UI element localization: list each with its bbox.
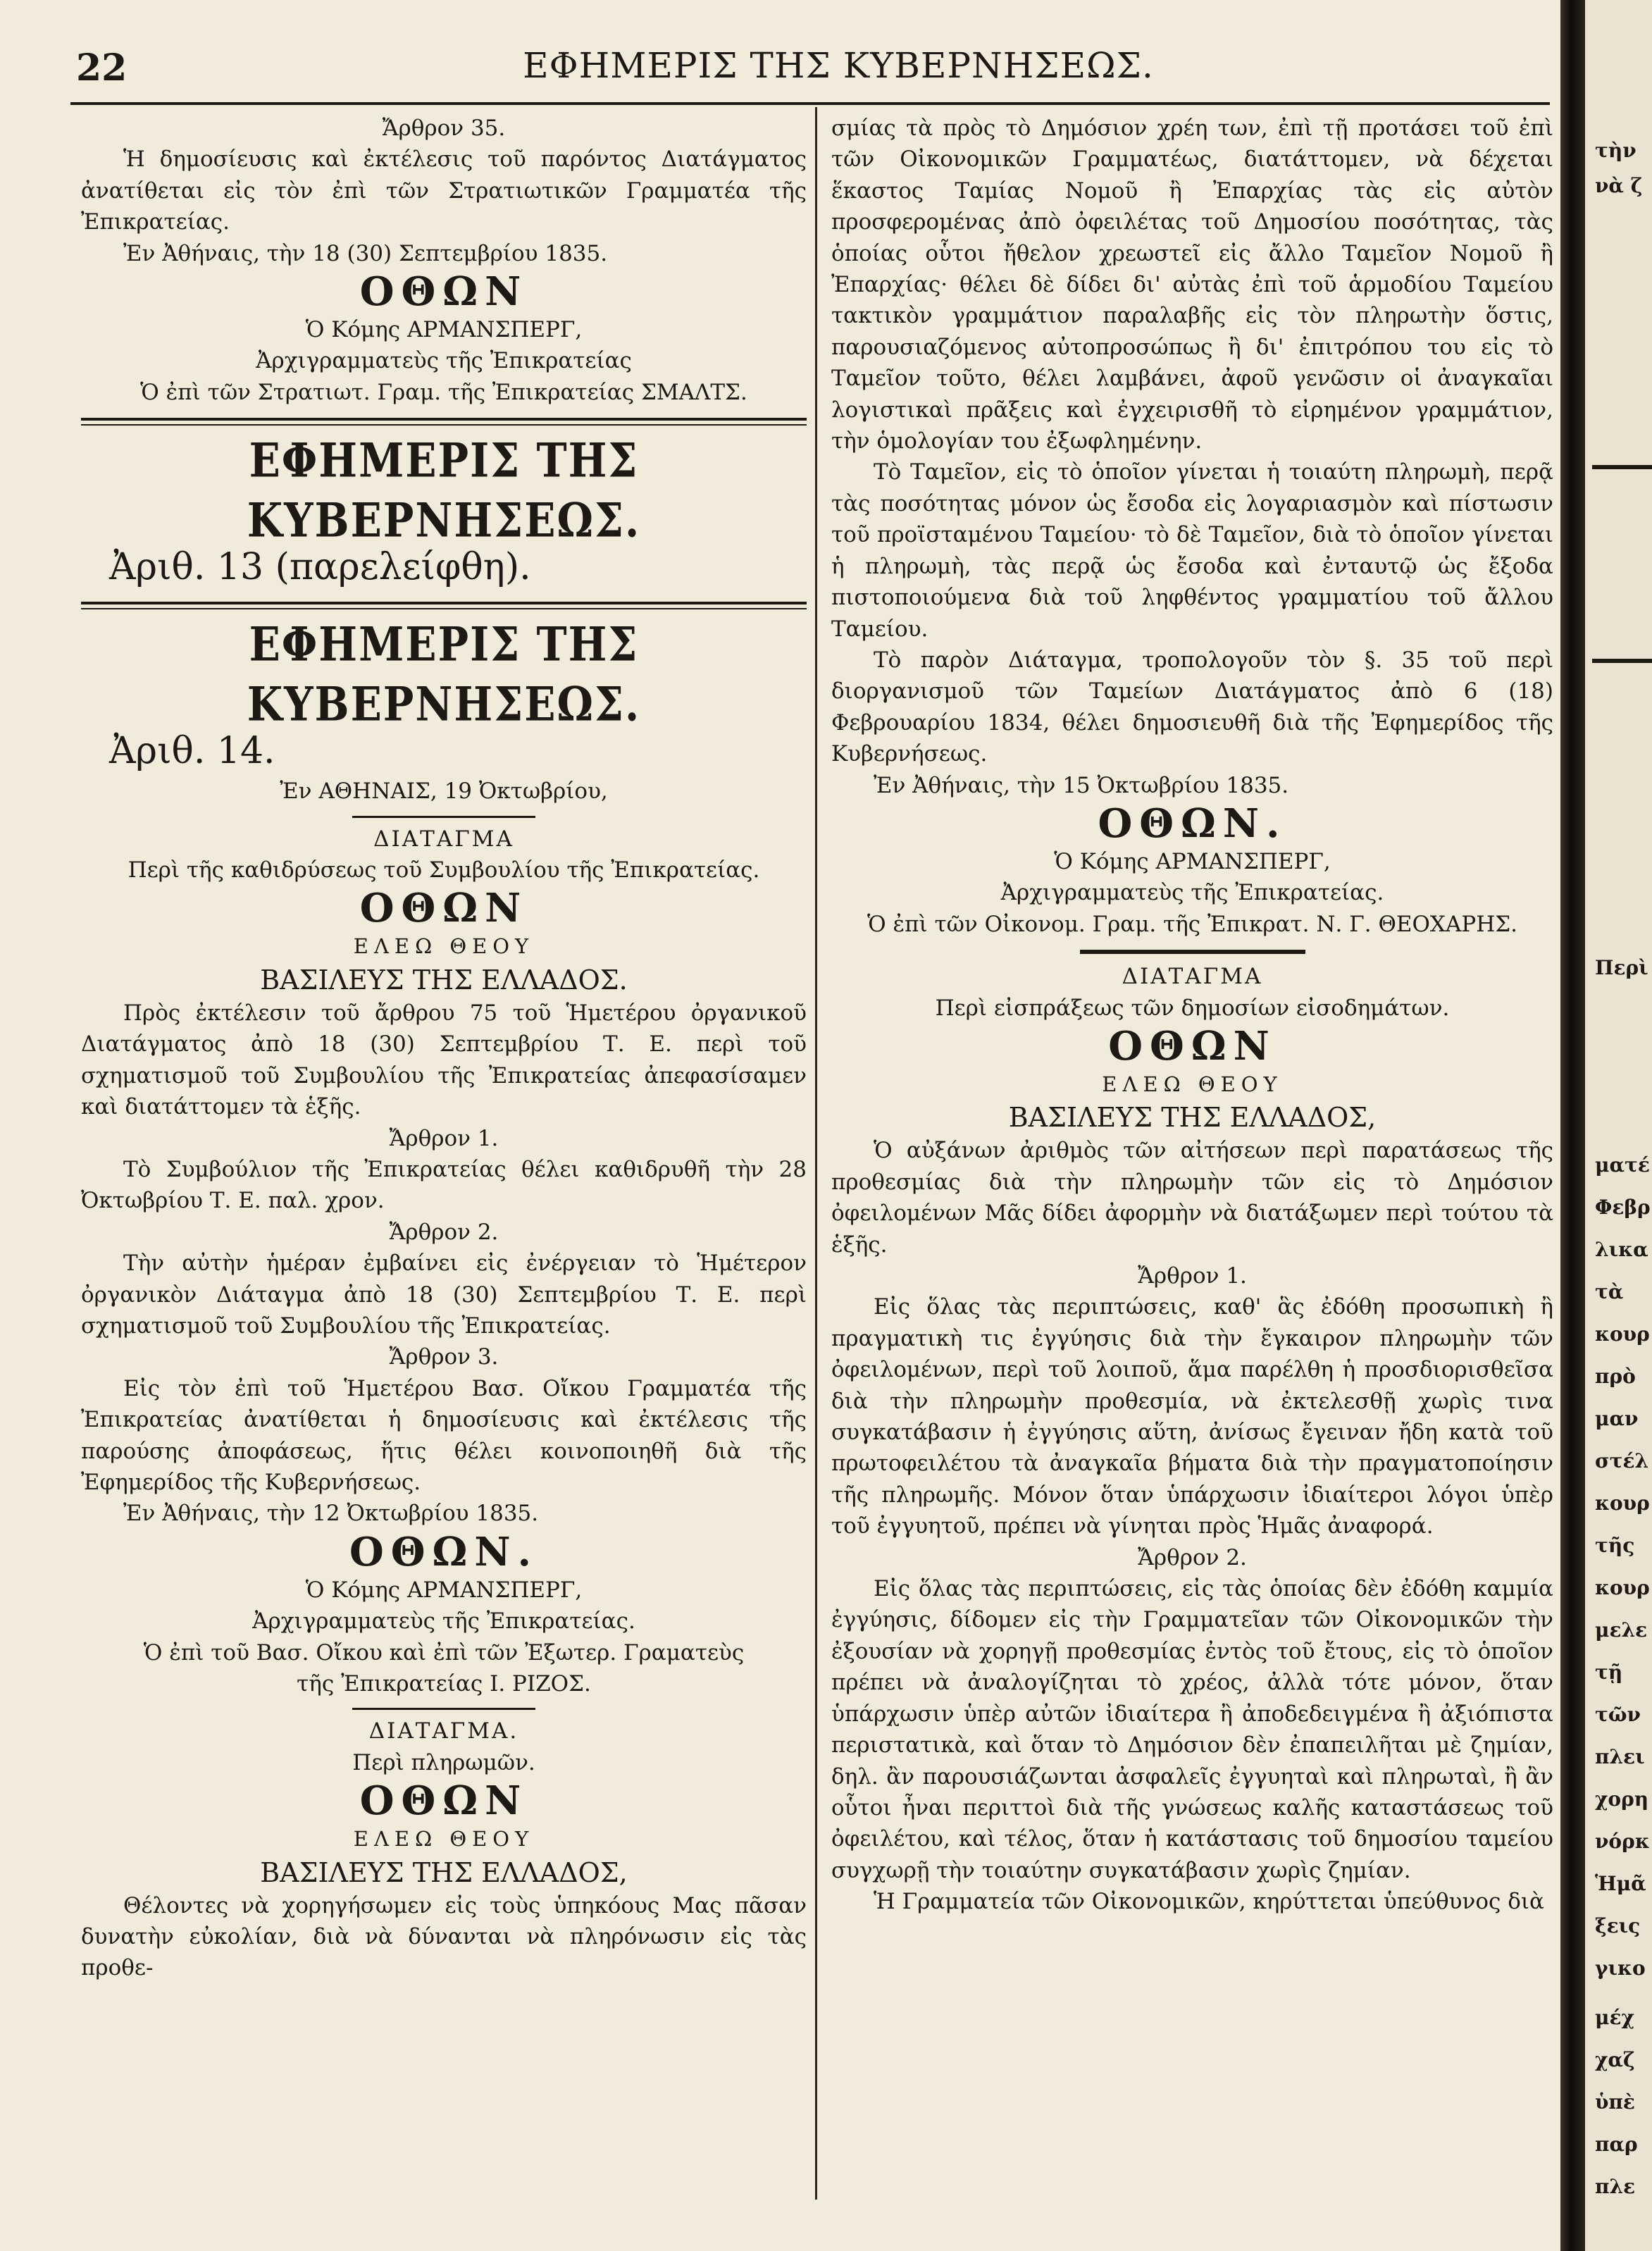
- decree-preamble: Ὁ αὐξάνων ἀριθμὸς τῶν αἰτήσεων περὶ παρατάσεως τῆς προθεσμίας διὰ τὴν πληρωμὴν τῶν εἰς τὸ Δημόσιον ὀφειλομένων Μᾶς δίδει ἀφορμὴν νὰ διατάξωμεν περὶ τούτου τὰ ἑξῆς.: [831, 1138, 1553, 1258]
- count-title: Ἀρχιγραμματεὺς τῆς Ἐπικρατείας: [256, 348, 632, 374]
- article-1-title: Ἄρθρον 1.: [389, 1125, 499, 1151]
- column-divider: [815, 107, 817, 2200]
- facing-page-fragment: τῆς: [1595, 1534, 1635, 1557]
- header-rule: [70, 102, 1550, 105]
- facing-page-fragment: τὴν: [1595, 139, 1637, 162]
- decree-subject: Περὶ τῆς καθιδρύσεως τοῦ Συμβουλίου τῆς Ἐπικρατείας.: [128, 857, 760, 883]
- facing-page-fragment: νόρκ: [1595, 1830, 1650, 1853]
- article-35-title: Ἄρθρον 35.: [382, 116, 506, 141]
- left-column: [81, 113, 807, 1984]
- issue-13-number: Ἀριθ. 13 (παρελείφθη).: [109, 546, 531, 589]
- decree-heading: ΔΙΑΤΑΓΜΑ.: [368, 1718, 519, 1744]
- grace-of-god: ΕΛΕΩ ΘΕΟΥ: [1102, 1072, 1283, 1096]
- king-title: ΒΑΣΙΛΕΥΣ ΤΗΣ ΕΛΛΑΔΟΣ,: [260, 1856, 628, 1888]
- article-1-text: Τὸ Συμβούλιον τῆς Ἐπικρατείας θέλει καθιδρυθῆ τὴν 28 Ὀκτωβρίου Τ. Ε. παλ. χρον.: [81, 1156, 807, 1214]
- king-name: ΟΘΩΝ: [359, 885, 528, 932]
- masthead-issue-14: ΕΦΗΜΕΡΙΣ ΤΗΣ ΚΥΒΕΡΝΗΣΕΩΣ.: [247, 616, 641, 732]
- article-2-title: Ἄρθρον 2.: [389, 1219, 499, 1245]
- divider: [1080, 950, 1305, 954]
- decree-text: Θέλοντες νὰ χορηγήσωμεν εἰς τοὺς ὑπηκόους Μας πᾶσαν δυνατὴν εὐκολίαν, διὰ νὰ δύνανται νὰ πληρόνωσιν εἰς τὰς προθε-: [81, 1892, 807, 1981]
- decree-subject: Περὶ πληρωμῶν.: [352, 1749, 535, 1775]
- issue-14-number: Ἀριθ. 14.: [109, 730, 275, 773]
- facing-page-fragment: τῶν: [1595, 1703, 1641, 1726]
- continued-text: σμίας τὰ πρὸς τὸ Δημόσιον χρέη των, ἐπὶ τῇ προτάσει τοῦ ἐπὶ τῶν Οἰκονομικῶν Γραμματέως, διατάττομεν, νὰ δέχεται ἕκαστος Ταμίας Νομοῦ ἢ Ἐπαρχίας τὰς εἰς αὐτὸν προσφερομένας ἀπὸ ὀφειλέτας τοῦ Δημοσίου ποσότητας, τὰς ὁποίας οὗτοι ἤθελον χρεωστεῖ εἰς ἄλλο Ταμεῖον Νομοῦ ἢ Ἐπαρχίας· θέλει δὲ δίδει δι' αὐτὰς ἐπὶ τοῦ ἁρμοδίου Ταμείου τακτικὸν γραμμάτιον παραλαβῆς εἰς τὸν πληρωτὴν ὅστις, παρουσιαζόμενος αὐτοπροσώπως ἢ δι' ἐπιτρόπου του εἰς τὸ Ταμεῖον τοῦτο, θέλει λαμβάνει, ἀφοῦ γενῶσιν οἱ ἀναγκαῖαι λογιστικαὶ πρᾶξεις καὶ ἐγχειρισθῆ τὸ εἰρημένον γραμμάτιον, τὴν ὁμολογίαν του ἐξωφλημένην.: [831, 116, 1553, 454]
- facing-page-fragment: χορη: [1595, 1787, 1649, 1811]
- article-2-text: Τὴν αὐτὴν ἡμέραν ἐμβαίνει εἰς ἐνέργειαν τὸ Ἡμέτερον ὀργανικὸν Διάταγμα ἀπὸ 18 (30) Σεπτεμβρίου Τ. Ε. περὶ σχηματισμοῦ τοῦ Συμβουλίου τῆς Ἐπικρατείας.: [81, 1251, 807, 1339]
- book-gutter: [1560, 0, 1585, 2251]
- facing-page-fragment: λικα: [1595, 1238, 1648, 1261]
- article-2-title: Ἄρθρον 2.: [1138, 1544, 1247, 1570]
- count-signature: Ὁ Κόμης ΑΡΜΑΝΣΠΕΡΓ,: [1054, 848, 1331, 874]
- facing-page-fragment: νὰ ζ: [1595, 174, 1643, 197]
- divider: [352, 1708, 535, 1710]
- king-title: ΒΑΣΙΛΕΥΣ ΤΗΣ ΕΛΛΑΔΟΣ,: [1008, 1102, 1377, 1134]
- facing-page-fragment: Περὶ: [1595, 956, 1648, 979]
- king-name: ΟΘΩΝ: [359, 1778, 528, 1825]
- minister-signature: Ὁ ἐπὶ τῶν Οἰκονομ. Γραμ. τῆς Ἐπικρατ. Ν. Γ. ΘΕΟΧΑΡΗΣ.: [867, 911, 1518, 937]
- article-35-text: Ἡ δημοσίευσις καὶ ἐκτέλεσις τοῦ παρόντος Διατάγματος ἀνατίθεται εἰς τὸν ἐπὶ τῶν Στρατιωτικῶν Γραμματέα τῆς Ἐπικρατείας.: [81, 147, 807, 235]
- article-35-date: Ἐν Ἀθήναις, τὴν 18 (30) Σεπτεμβρίου 1835.: [123, 240, 608, 266]
- minister-signature: Ὁ ἐπὶ τοῦ Βασ. Οἴκου καὶ ἐπὶ τῶν Ἐξωτερ. Γραματεὺς: [143, 1639, 745, 1666]
- facing-page-rule: [1592, 465, 1652, 469]
- facing-page-fragment: χαζ: [1595, 2048, 1635, 2071]
- facing-page-fragment: πρὸ: [1595, 1365, 1636, 1388]
- decree-heading: ΔΙΑΤΑΓΜΑ: [373, 826, 514, 852]
- decree-date: Ἐν Ἀθήναις, τὴν 12 Ὀκτωβρίου 1835.: [123, 1501, 539, 1527]
- masthead-issue-13: ΕΦΗΜΕΡΙΣ ΤΗΣ ΚΥΒΕΡΝΗΣΕΩΣ.: [247, 433, 641, 548]
- article-3-title: Ἄρθρον 3.: [389, 1344, 499, 1370]
- decree-subject: Περὶ εἰσπράξεως τῶν δημοσίων εἰσοδημάτων.: [935, 995, 1450, 1021]
- facing-page-fragment: πλε: [1595, 2175, 1636, 2198]
- article-1-text: Εἰς ὅλας τὰς περιπτώσεις, καθ' ἃς ἐδόθη προσωπικὴ ἢ πραγματικὴ τις ἐγγύησις διὰ τὴν ἔγκαιρον πληρωμὴν τῶν ὀφειλομένων, περὶ τοῦ λοιποῦ, ἅμα παρέλθη ἡ προσδιορισθεῖσα διὰ τὴν πληρωμὴν προθεσμία, νὰ ἐκτελεσθῇ χωρὶς τινα συγκατάβασιν ἡ ἐγγύησις αὕτη, ἀνίσως ἔγειναν ἤδη κατὰ τοῦ πρωτοφειλέτου τὰ ἀναγκαῖα βήματα διὰ τὴν πραγματοποίησιν τῆς πληρωμῆς. Μόνον ὅταν ὑπάρχωσιν ἰδιαίτεροι λόγοι ὑπὲρ τοῦ ἐγγυητοῦ, πρέπει νὰ γίνηται πρὸς Ἡμᾶς ἀναφορά.: [831, 1294, 1553, 1539]
- decree-heading: ΔΙΑΤΑΓΜΑ: [1122, 964, 1263, 990]
- king-name: ΟΘΩΝ: [1108, 1022, 1277, 1069]
- facing-page-fragment: μαν: [1595, 1407, 1639, 1430]
- facing-page-fragment: κουρ: [1595, 1576, 1650, 1599]
- count-title: Ἀρχιγραμματεὺς τῆς Ἐπικρατείας.: [1000, 880, 1384, 906]
- closing-text: Ἡ Γραμματεία τῶν Οἰκονομικῶν, κηρύττεται ὑπεύθυνος διὰ: [874, 1889, 1544, 1915]
- issue-14-dateline: Ἐν ΑΘΗΝΑΙΣ, 19 Ὀκτωβρίου,: [280, 779, 608, 805]
- facing-page-fragment: μελε: [1595, 1618, 1648, 1642]
- facing-page-fragment: παρ: [1595, 2133, 1638, 2156]
- facing-page-rule: [1592, 659, 1652, 663]
- count-signature: Ὁ Κόμης ΑΡΜΑΝΣΠΕΡΓ,: [305, 1577, 583, 1603]
- facing-page-fragment: ματέ: [1595, 1153, 1650, 1177]
- facing-page-fragment: Ἡμᾶ: [1595, 1872, 1646, 1895]
- facing-page-fragment: μέχ: [1595, 2006, 1634, 2029]
- facing-page-fragment: τῇ: [1595, 1661, 1623, 1684]
- king-signature: ΟΘΩΝ: [359, 268, 528, 316]
- section-rule: [81, 418, 807, 426]
- facing-page-edge: [1585, 0, 1652, 2251]
- grace-of-god: ΕΛΕΩ ΘΕΟΥ: [353, 934, 535, 959]
- paragraph: Τὸ παρὸν Διάταγμα, τροπολογοῦν τὸν §. 35 τοῦ περὶ διοργανισμοῦ τῶν Ταμείων Διατάγματος ἀπὸ 6 (18) Φεβρουαρίου 1834, θέλει δημοσιευθῆ διὰ τῆς Ἐφημερίδος τῆς Κυβερνήσεως.: [831, 647, 1553, 767]
- facing-page-fragment: Φεβρ: [1595, 1196, 1651, 1219]
- king-title: ΒΑΣΙΛΕΥΣ ΤΗΣ ΕΛΛΑΔΟΣ.: [260, 964, 628, 996]
- facing-page-fragment: πλει: [1595, 1745, 1645, 1768]
- facing-page-fragment: γικο: [1595, 1957, 1646, 1980]
- divider: [352, 816, 535, 818]
- right-column: [831, 113, 1553, 1918]
- facing-page-fragment: στέλ: [1595, 1449, 1649, 1472]
- grace-of-god: ΕΛΕΩ ΘΕΟΥ: [353, 1827, 535, 1852]
- article-2-text: Εἰς ὅλας τὰς περιπτώσεις, εἰς τὰς ὁποίας δὲν ἐδόθη καμμία ἐγγύησις, δίδομεν εἰς τὴν Γραμματεῖαν τῶν Οἰκονομικῶν τὴν ἐξουσίαν νὰ χορηγῇ προθεσμίας ἐντὸς τοῦ ἔτους, εἰς τὸ ὁποῖον πρέπει νὰ ἀναλογίζηται τὸ χρέος, ἀλλὰ τότε μόνον, ὅταν ὑπάρχωσιν ὑπὲρ αὐτῶν ἰδιαίτερα ἢ ἀποδεδειγμένα ἢ ἀξιόπιστα περιστατικὰ, καὶ ὅταν τὸ Δημόσιον δὲν ἐπαπειλῆται μὲ ζημίαν, δηλ. ἂν παρουσιάζωνται ἀσφαλεῖς ἐγγυηταὶ καὶ πληρωταὶ, ἢ ἂν οὗτοι ἦναι περιττοὶ διὰ τῆς γνώσεως καλῆς καταστάσεως τοῦ ὀφειλέτου, καὶ τέλος, ὅταν ἡ κατάστασις τοῦ δημοσίου ταμείου συγχωρῇ τὴν τοιαύτην συγκατάβασιν χωρὶς ζημίαν.: [831, 1576, 1553, 1883]
- article-1-title: Ἄρθρον 1.: [1138, 1263, 1247, 1289]
- facing-page-fragment: κουρ: [1595, 1322, 1650, 1346]
- king-signature: ΟΘΩΝ.: [1098, 800, 1287, 847]
- section-rule: [81, 602, 807, 609]
- count-title: Ἀρχιγραμματεὺς τῆς Ἐπικρατείας.: [252, 1608, 635, 1635]
- minister-signature: Ὁ ἐπὶ τῶν Στρατιωτ. Γραμ. τῆς Ἐπικρατείας ΣΜΑΛΤΣ.: [140, 379, 747, 405]
- paragraph: Τὸ Ταμεῖον, εἰς τὸ ὁποῖον γίνεται ἡ τοιαύτη πληρωμὴ, περᾷ τὰς ποσότητας μόνον ὡς ἔσοδα εἰς λογαριασμὸν καὶ πίστωσιν τοῦ προϊσταμένου Ταμείου· τὸ δὲ Ταμεῖον, διὰ τὸ ὁποῖον γίνεται ἡ πληρωμὴ, τὰς περᾷ ὡς ἔσοδα καὶ ἐνταυτῷ ὡς ἔξοδα πιστοποιούμενα διὰ τοῦ ληφθέντος γραμματίου τοῦ ἄλλου Ταμείου.: [831, 459, 1553, 642]
- facing-page-fragment: ὑπὲ: [1595, 2090, 1635, 2114]
- article-3-text: Εἰς τὸν ἐπὶ τοῦ Ἡμετέρου Βασ. Οἴκου Γραμματέα τῆς Ἐπικρατείας ἀνατίθεται ἡ δημοσίευσις καὶ ἐκτέλεσις τῆς παρούσης ἀποφάσεως, ἥτις θέλει κοινοποιηθῆ διὰ τῆς Ἐφημερίδος τῆς Κυβερνήσεως.: [81, 1375, 807, 1495]
- page-number: 22: [76, 46, 128, 89]
- running-head: ΕΦΗΜΕΡΙΣ ΤΗΣ ΚΥΒΕΡΝΗΣΕΩΣ.: [523, 45, 1154, 86]
- decree-preamble: Πρὸς ἐκτέλεσιν τοῦ ἄρθρου 75 τοῦ Ἡμετέρου ὀργανικοῦ Διατάγματος ἀπὸ 18 (30) Σεπτεμβρίου Τ. Ε. περὶ τοῦ σχηματισμοῦ τοῦ Συμβουλίου τῆς Ἐπικρατείας ἀπεφασίσαμεν καὶ διατάττομεν τὰ ἑξῆς.: [81, 1000, 807, 1120]
- facing-page-fragment: κουρ: [1595, 1492, 1650, 1515]
- decree-date: Ἐν Ἀθήναις, τὴν 15 Ὀκτωβρίου 1835.: [874, 772, 1289, 798]
- facing-page-fragment: τὰ: [1595, 1280, 1624, 1303]
- minister-signature-name: τῆς Ἐπικρατείας Ι. ΡΙΖΟΣ.: [297, 1671, 591, 1697]
- count-signature: Ὁ Κόμης ΑΡΜΑΝΣΠΕΡΓ,: [305, 317, 583, 343]
- facing-page-fragment: ξεις: [1595, 1914, 1641, 1937]
- king-signature: ΟΘΩΝ.: [349, 1528, 539, 1575]
